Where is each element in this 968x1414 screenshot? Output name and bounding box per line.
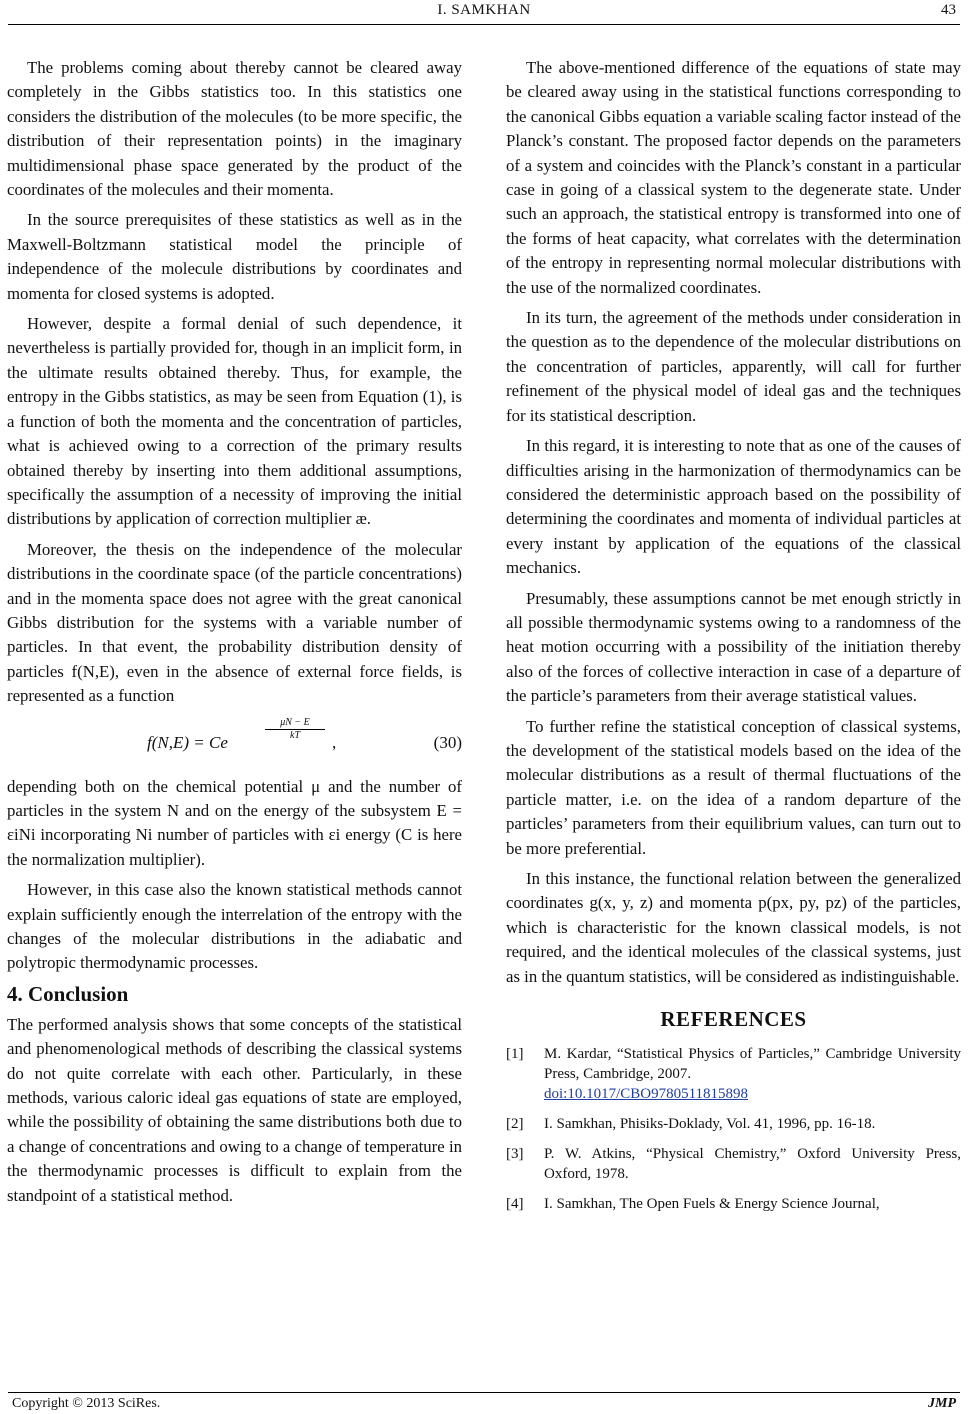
equation-lhs: f(N,E) = Ce: [147, 732, 228, 752]
section-heading: 4. Conclusion: [7, 981, 129, 1006]
reference-text: I. Samkhan, The Open Fuels & Energy Science Journal,: [544, 1196, 880, 1213]
journal-abbrev: JMP: [928, 1396, 956, 1411]
paragraph: However, in this case also the known statistical methods cannot explain sufficiently enough the interrelation of the entropy with the changes of the molecular distributions in the adiabatic and polytropic thermodynamic processes.: [7, 880, 462, 973]
reference-item: [506, 1194, 961, 1214]
paragraph: In its turn, the agreement of the methods under consideration in the question as to the dependence of the molecular distributions on the concentration of particles, apparently, will call for further refinement of the physical model of ideal gas and the techniques for its statistical description.: [506, 308, 961, 425]
references-heading: REFERENCES: [660, 1007, 807, 1032]
equation-number: (30): [433, 732, 462, 752]
copyright-notice: Copyright © 2013 SciRes.: [12, 1396, 161, 1411]
left-column: [7, 56, 462, 1214]
paragraph: depending both on the chemical potential μ and the number of particles in the system N and on the energy of the subsystem E = εiNi incorporating Ni number of particles with εi energy (C is here the normalization multiplier).: [7, 776, 462, 869]
paragraph: The performed analysis shows that some concepts of the statistical and phenomenological methods of describing the classical systems do not quite correlate with each other. Particularly, in these methods, various caloric ideal gas equations of state are employed, while the possibility of obtaining the same distributions both due to a change of concentrations and owing to a change of temperature in the thermodynamic processes is difficult to explain from the standpoint of a statistical method.: [7, 1014, 462, 1205]
paragraph: The problems coming about thereby cannot be cleared away completely in the Gibbs statistics too. In this statistics one considers the distribution of the molecules (to be more specific, the distribution of their representation points) in the imaginary multidimensional phase space generated by the product of the coordinates of the molecules and their momenta.: [7, 58, 462, 200]
references-list: [506, 1044, 961, 1214]
reference-item: [506, 1144, 961, 1184]
paragraph: The above-mentioned difference of the equations of state may be cleared away using in the statistical functions corresponding to the canonical Gibbs equation a variable scaling factor instead of the Planck’s constant. The proposed factor depends on the parameters of a system and coincides with the Planck’s constant in a particular case in going of a classical system to the degenerate state. Under such an approach, the statistical entropy is transformed into one of the forms of heat capacity, what correlates with the determination of the entropy in representing normal molecular distributions with the use of the normalized coordinates.: [506, 58, 961, 297]
paragraph: However, despite a formal denial of such dependence, it nevertheless is partially provided for, though in an implicit form, in the ultimate results obtained thereby. Thus, for example, the entropy in the Gibbs statistics, as may be seen from Equation (1), is a function of both the momenta and the concentration of particles, what is achieved owing to a correction of the primary results obtained thereby by inserting into them additional assumptions, specifically the assumption of a necessity of improving the initial distributions by application of correction multiplier æ.: [7, 314, 462, 529]
right-column: [506, 56, 961, 1224]
exponent-denominator: kT: [290, 729, 300, 741]
equation-30: [7, 715, 462, 775]
reference-item: [506, 1114, 961, 1134]
exponent-numerator: μN − E: [265, 717, 325, 730]
running-header-author: I. SAMKHAN: [437, 2, 531, 18]
footer-rule: [8, 1392, 960, 1393]
paragraph: In the source prerequisites of these statistics as well as in the Maxwell-Boltzmann statistical model the principle of independence of the molecule distributions by coordinates and momenta for closed systems is adopted.: [7, 210, 462, 303]
reference-text: M. Kardar, “Statistical Physics of Particles,” Cambridge University Press, Cambridge, 2007.: [544, 1046, 961, 1083]
paragraph: In this regard, it is interesting to note that as one of the causes of difficulties arising in the harmonization of thermodynamics can be considered the deterministic approach based on the possibility of determining the coordinates and momenta of individual particles at every instant by application of the equations of the classical mechanics.: [506, 436, 961, 578]
doi-link[interactable]: doi:10.1017/CBO9780511815898: [544, 1086, 749, 1103]
reference-text: I. Samkhan, Phisiks-Doklady, Vol. 41, 1996, pp. 16-18.: [544, 1116, 876, 1133]
paragraph: Presumably, these assumptions cannot be met enough strictly in all possible thermodynamic systems owing to a randomness of the heat motion occurring with a possibility of the initiation thereby also of the forces of collective interaction in case of a departure of the particle’s parameters from their average statistical values.: [506, 588, 961, 706]
paragraph: To further refine the statistical conception of classical systems, the development of the statistical models based on the idea of the molecular distributions as a result of thermal fluctuations of the particle matter, i.e. on the idea of a random departure of the particles’ parameters from their equilibrium values, can turn out to be more preferential.: [506, 716, 961, 858]
page-number: 43: [941, 2, 956, 18]
reference-text: P. W. Atkins, “Physical Chemistry,” Oxford University Press, Oxford, 1978.: [544, 1146, 961, 1183]
equation-exponent: [265, 717, 325, 741]
reference-number: [4]: [506, 1196, 524, 1213]
reference-number: [3]: [506, 1146, 524, 1163]
reference-item: [506, 1044, 961, 1104]
reference-number: [2]: [506, 1116, 524, 1133]
equation-comma: ,: [332, 732, 337, 752]
reference-number: [1]: [506, 1046, 524, 1063]
header-rule: [8, 24, 960, 25]
paragraph: Moreover, the thesis on the independence of the molecular distributions in the coordinate space (of the particle concentrations) and in the momenta space does not agree with the great canonical Gibbs distribution for the systems with a variable number of particles. In that event, the probability distribution density of particles f(N,E), even in the absence of external force fields, is represented as a function: [7, 539, 462, 706]
paragraph: In this instance, the functional relation between the generalized coordinates g(x, y, z) and momenta p(px, py, pz) of the particles, which is characteristic for the known classical models, is not required, and the identical molecules of the classical systems, just as in the quantum statistics, will be considered as indistinguishable.: [506, 869, 961, 986]
